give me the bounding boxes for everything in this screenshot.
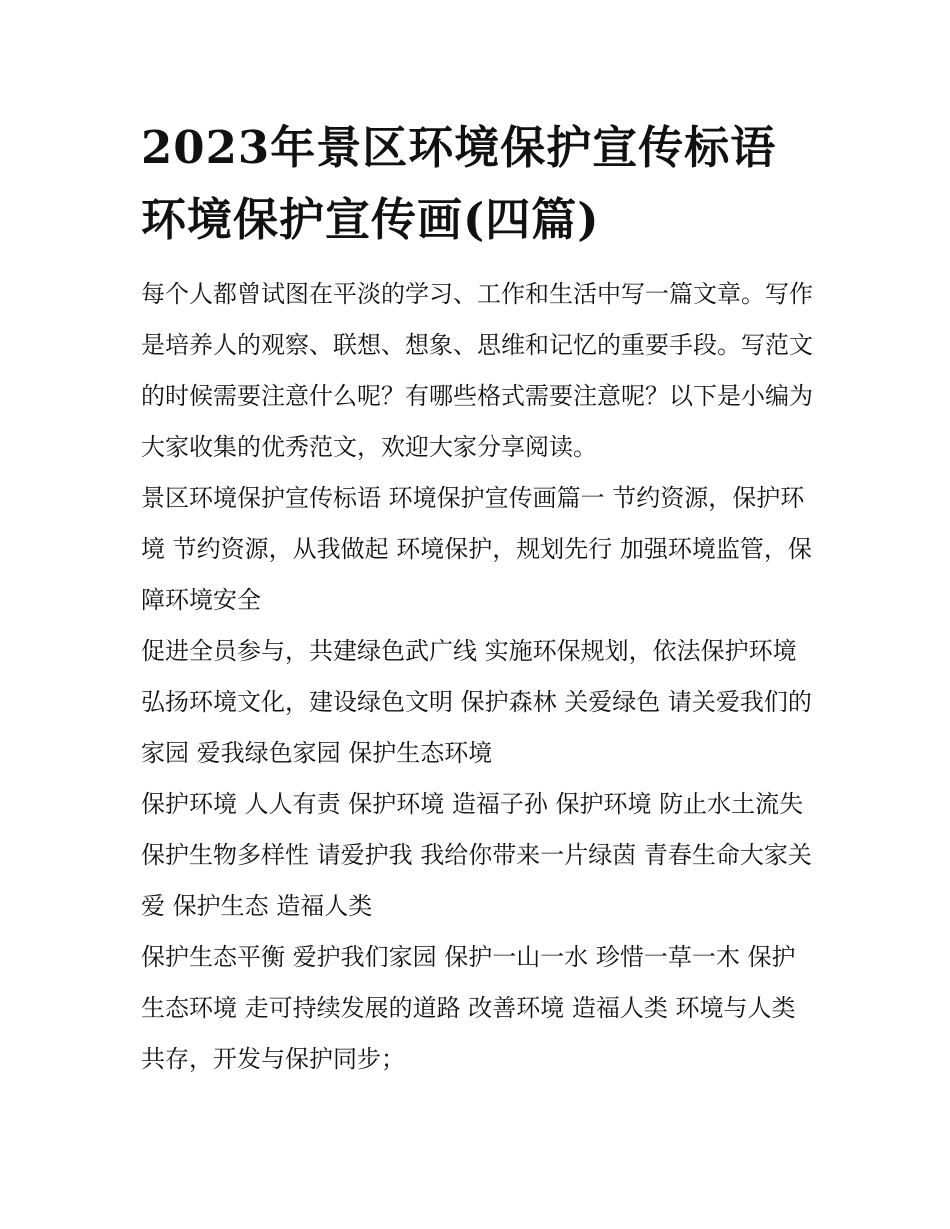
slogan-paragraph-2: 促进全员参与，共建绿色武广线 实施环保规划，依法保护环境 弘扬环境文化，建设绿色文明 保护森林 关爱绿色 请关爱我们的家园 爱我绿色家园 保护生态环境: [141, 637, 812, 767]
document-body: [141, 112, 816, 1085]
title-line-2: 环境保护宣传画(四篇): [141, 193, 600, 246]
slogan-paragraph-4: 保护生态平衡 爱护我们家园 保护一山一水 珍惜一草一木 保护生态环境 走可持续发展的道路 改善环境 造福人类 环境与人类共存，开发与保护同步；: [141, 943, 796, 1073]
document-title: [141, 112, 816, 256]
title-line-1: 2023年景区环境保护宣传标语: [141, 121, 777, 174]
slogan-paragraph-3: 保护环境 人人有责 保护环境 造福子孙 保护环境 防止水土流失 保护生物多样性 请爱护我 我给你带来一片绿茵 青春生命大家关爱 保护生态 造福人类: [141, 790, 812, 920]
slogan-paragraph-1: 景区环境保护宣传标语 环境保护宣传画篇一 节约资源，保护环境 节约资源，从我做起 环境保护，规划先行 加强环境监管，保障环境安全: [141, 484, 812, 614]
intro-paragraph: 每个人都曾试图在平淡的学习、工作和生活中写一篇文章。写作是培养人的观察、联想、想象、思维和记忆的重要手段。写范文的时候需要注意什么呢？有哪些格式需要注意呢？以下是小编为大家收集的优秀范文，欢迎大家分享阅读。: [141, 280, 813, 461]
